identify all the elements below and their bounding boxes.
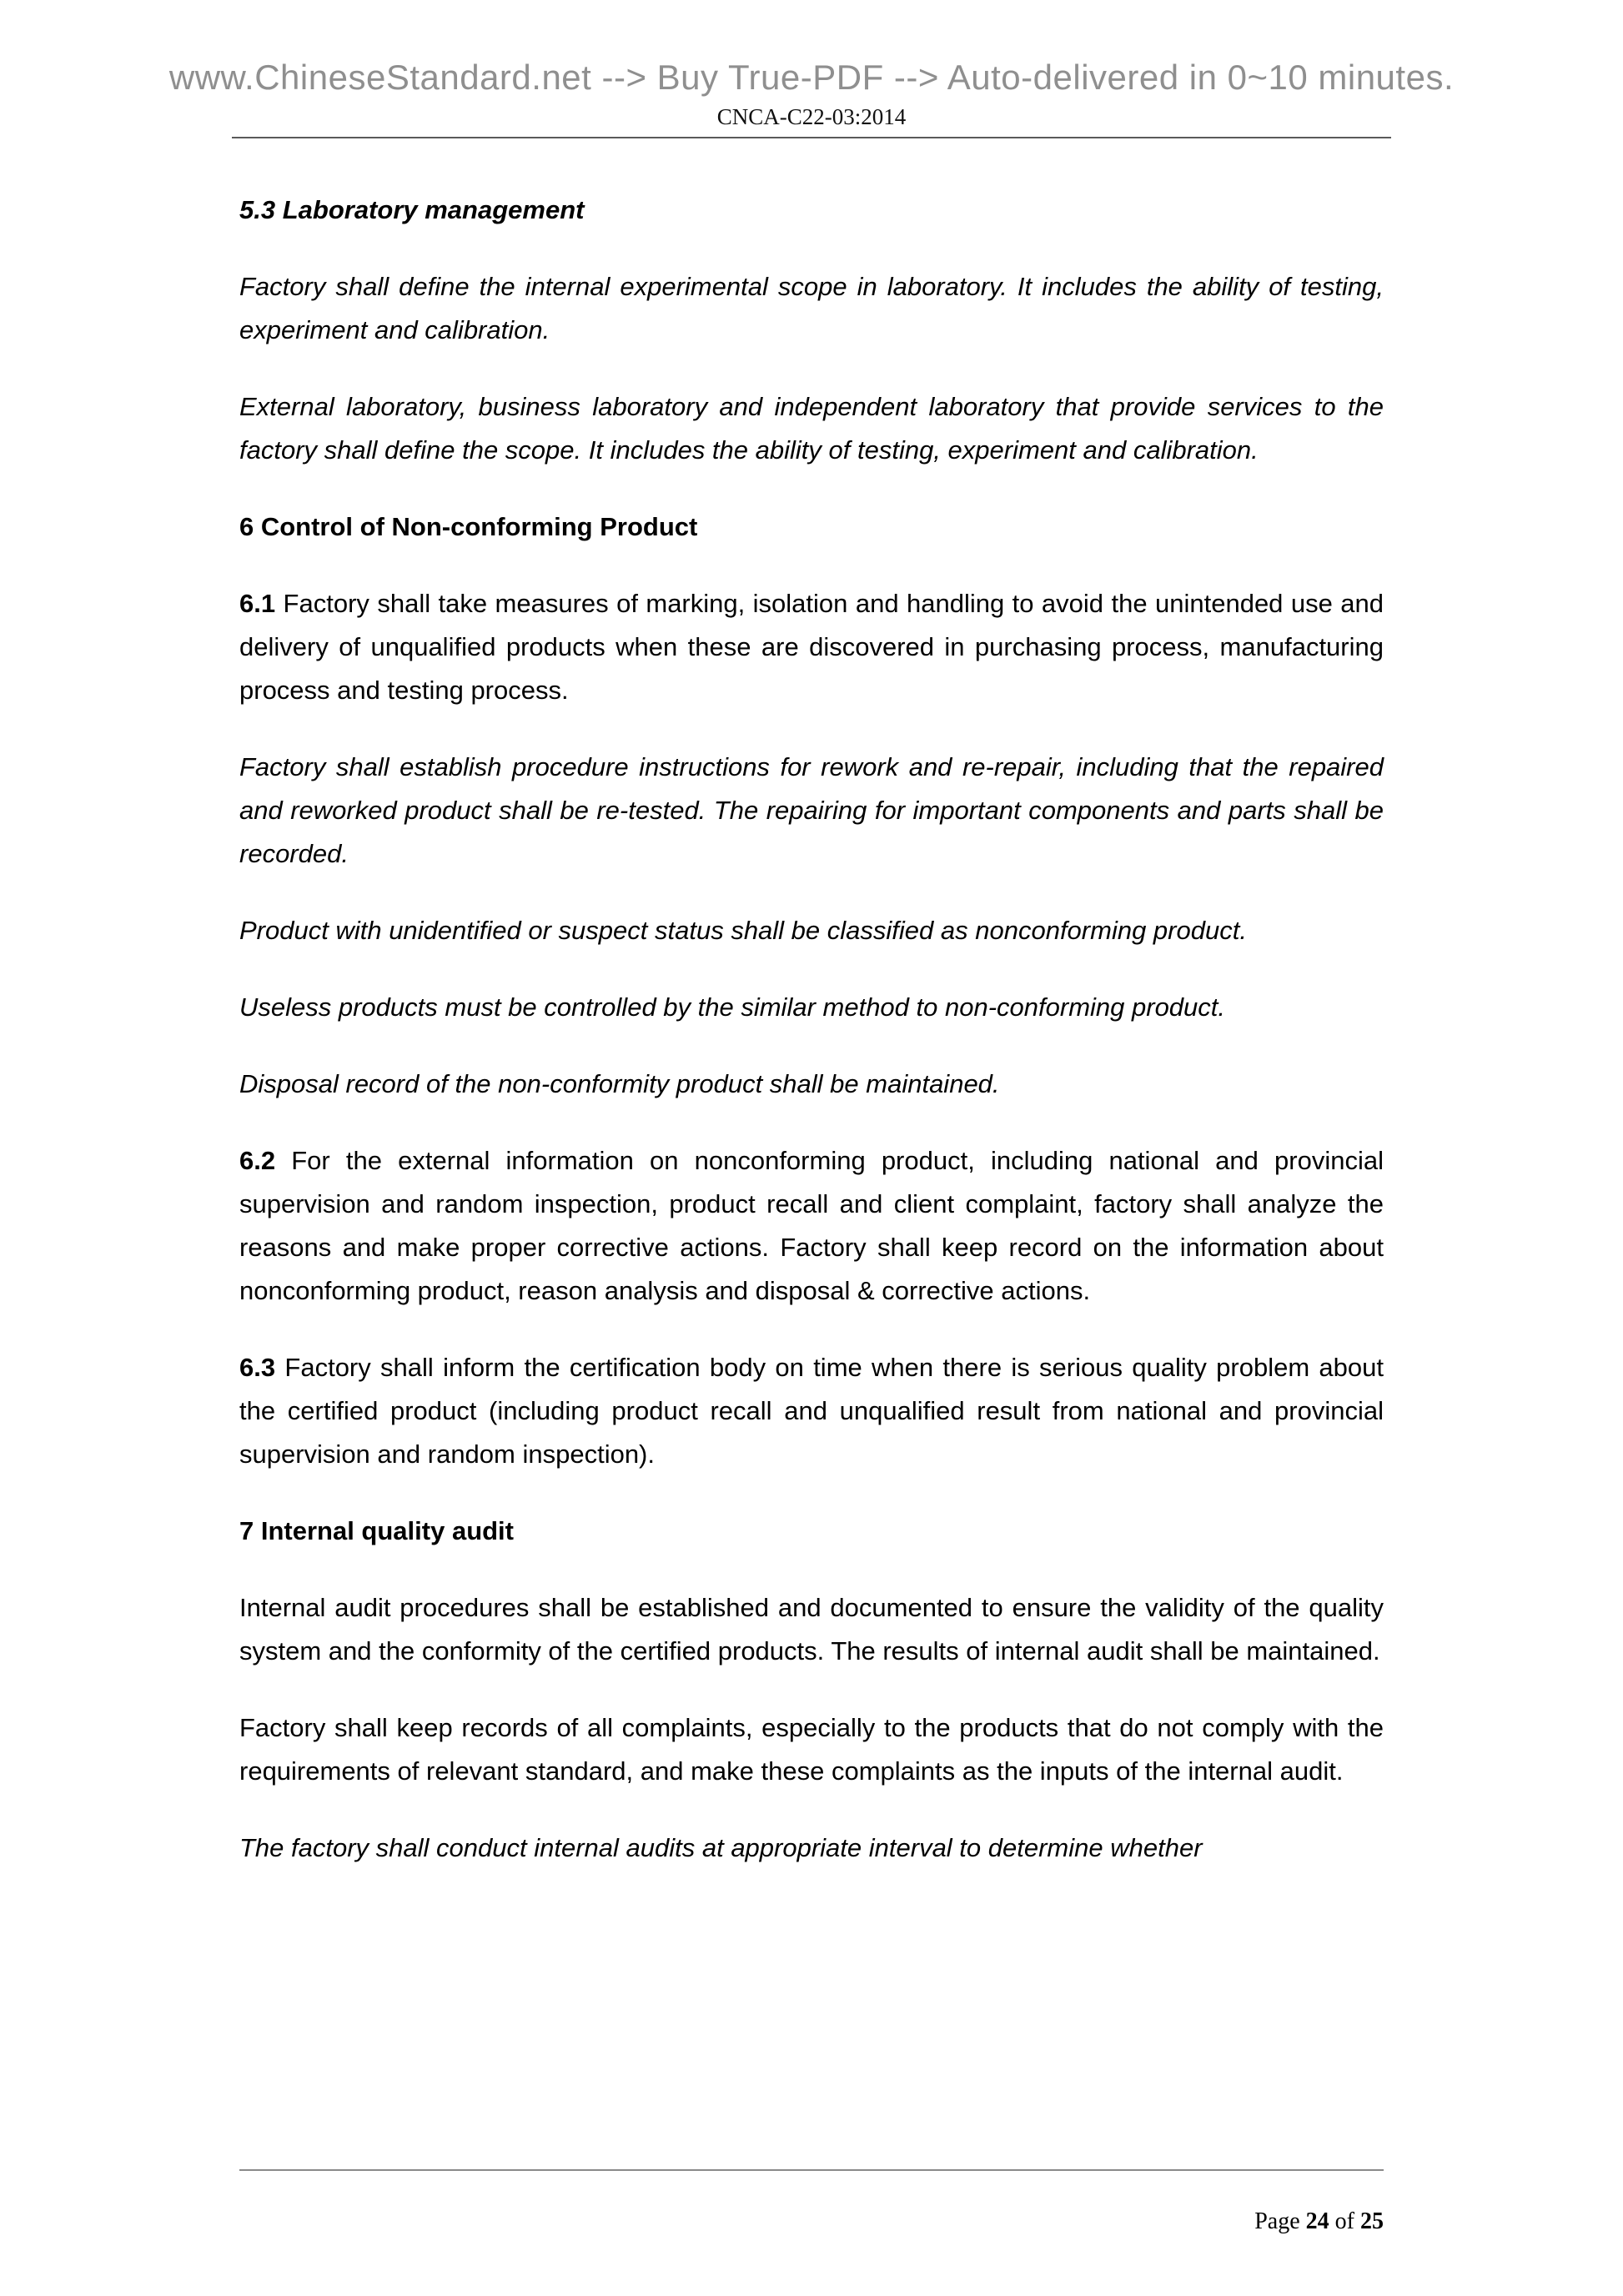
section-heading-7: 7 Internal quality audit	[239, 1516, 514, 1545]
paragraph: Disposal record of the non-conformity product shall be maintained.	[239, 1069, 1000, 1098]
header-rule	[232, 137, 1391, 138]
paragraph: Factory shall define the internal experimental scope in laboratory. It includes the ability of testing, experiment and calibration.	[239, 272, 1384, 344]
paragraph	[239, 582, 1384, 712]
clause-text: Factory shall inform the certification body on time when there is serious quality problem about the certified product (including product recall and unqualified result from national and provincial supervision and random inspection).	[239, 1353, 1384, 1469]
clause-number: 6.2	[239, 1146, 276, 1175]
clause-text: Factory shall take measures of marking, isolation and handling to avoid the unintended use and delivery of unqualified products when these are discovered in purchasing process, manufacturing process and testing process.	[239, 589, 1384, 705]
footer-rule	[239, 2169, 1384, 2171]
clause-number: 6.3	[239, 1353, 276, 1382]
paragraph: Factory shall keep records of all complaints, especially to the products that do not comply with the requirements of relevant standard, and make these complaints as the inputs of the internal audit.	[239, 1713, 1384, 1786]
paragraph: Useless products must be controlled by the similar method to non-conforming product.	[239, 992, 1226, 1022]
page-footer	[239, 2169, 1384, 2236]
doc-code: CNCA-C22-03:2014	[716, 104, 907, 129]
clause-text: For the external information on nonconforming product, including national and provincial supervision and random inspection, product recall and client complaint, factory shall analyze the reasons and make proper corrective actions. Factory shall keep record on the information about nonconforming product, reason analysis and disposal & corrective actions.	[239, 1146, 1384, 1305]
paragraph: The factory shall conduct internal audits at appropriate interval to determine whether	[239, 1833, 1203, 1862]
page-current: 24	[1305, 2208, 1329, 2234]
paragraph: Product with unidentified or suspect status shall be classified as nonconforming product.	[239, 916, 1247, 945]
page-header	[0, 57, 1623, 138]
page-number	[239, 2208, 1384, 2236]
paragraph: External laboratory, business laboratory and independent laboratory that provide services to the factory shall define the scope. It includes the ability of testing, experiment and calibration.	[239, 392, 1384, 465]
header-promo: www.ChineseStandard.net --> Buy True-PDF --> Auto-delivered in 0~10 minutes.	[168, 58, 1455, 97]
paragraph	[239, 1346, 1384, 1476]
page-label: Page	[1254, 2208, 1300, 2234]
document-body	[239, 188, 1384, 1870]
paragraph: Factory shall establish procedure instructions for rework and re-repair, including that the repaired and reworked product shall be re-tested. The repairing for important components and parts shall be recorded.	[239, 752, 1384, 868]
section-heading-5-3: 5.3 Laboratory management	[239, 195, 585, 224]
section-heading-6: 6 Control of Non-conforming Product	[239, 512, 698, 541]
paragraph	[239, 1139, 1384, 1313]
paragraph: Internal audit procedures shall be established and documented to ensure the validity of the quality system and the conformity of the certified products. The results of internal audit shall be maintained.	[239, 1593, 1384, 1665]
clause-number: 6.1	[239, 589, 276, 618]
page-total: 25	[1360, 2208, 1384, 2234]
of-label: of	[1334, 2208, 1354, 2234]
